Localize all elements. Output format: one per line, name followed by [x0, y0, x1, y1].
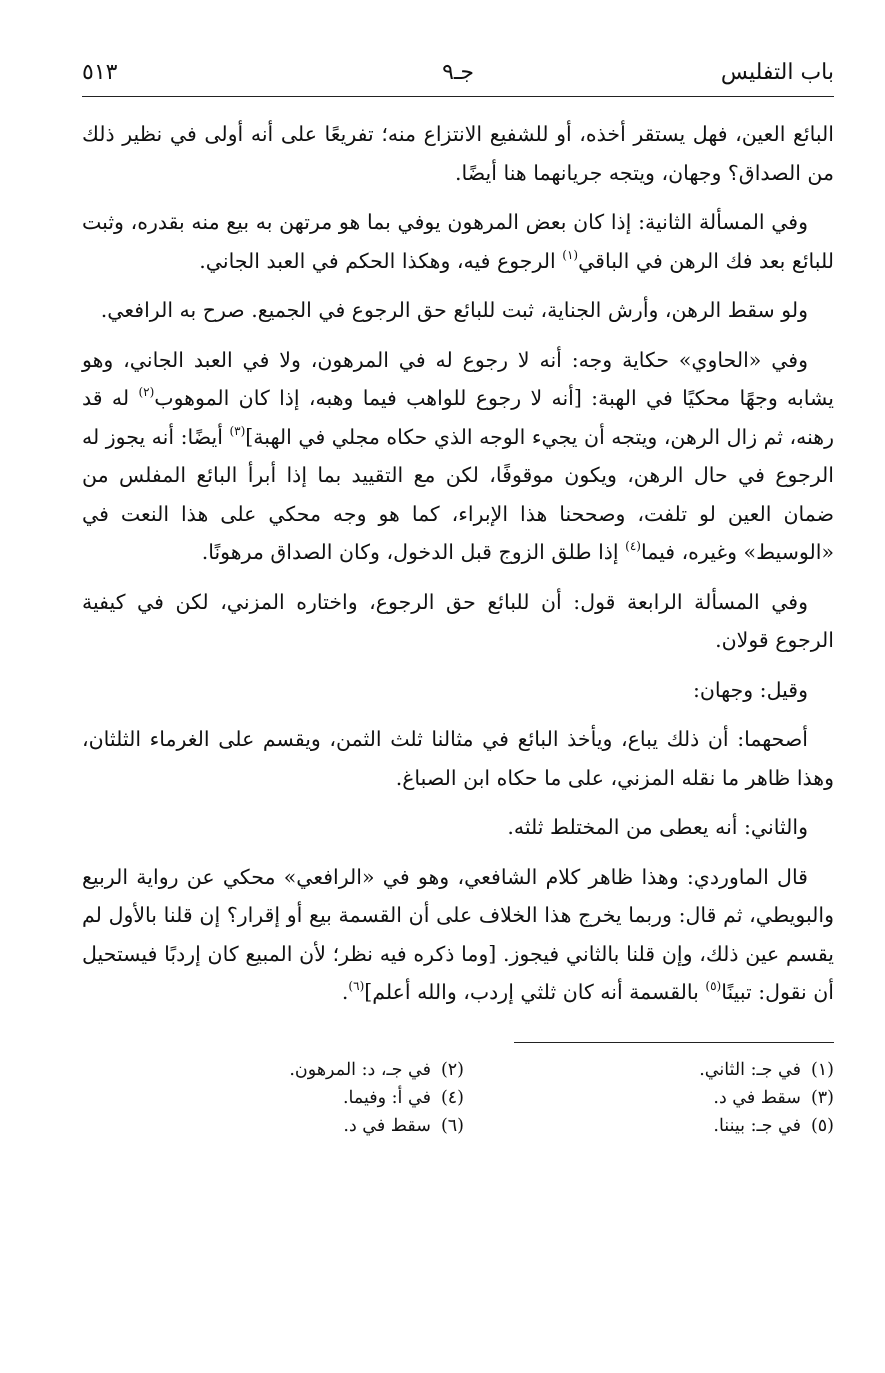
- footnotes: [82, 1057, 834, 1139]
- paragraph-text: أيضًا: أنه يجوز له الرجوع في حال الرهن، ويكون موقوفًا، لكن مع التقييد بما إذا أبرأ البائع المفلس من ضمان العين لو تلفت، وصححنا هذا الإبراء، كما هو وجه محكي على هذا النعت في «الوسيط» وغيره، فيما: [81, 424, 834, 564]
- footnote-ref: (٥): [705, 979, 722, 993]
- paragraph: [82, 858, 834, 1012]
- paragraph-text: إذا طلق الزوج قبل الدخول، وكان الصداق مرهونًا.: [201, 540, 626, 564]
- header-rule: [82, 96, 834, 97]
- footnote-separator: [514, 1042, 834, 1043]
- footnote-text: في جـ، د: المرهون.: [289, 1059, 431, 1080]
- paragraph-text: وفي المسألة الثانية: إذا كان بعض المرهون يوفي بما هو مرتهن به بيع منه بقدره، وثبت للبائع بعد فك الرهن في الباقي: [82, 210, 834, 273]
- footnote: [514, 1085, 834, 1111]
- page-header: [82, 50, 834, 90]
- paragraph: [82, 115, 834, 192]
- footnote-text: في جـ: بيننا.: [713, 1115, 801, 1136]
- footnote-number: (٥): [810, 1115, 834, 1136]
- paragraph: [82, 720, 834, 797]
- paragraph-text: له قد رهنه، ثم زال الرهن، ويتجه أن يجيء الوجه الذي حكاه مجلي في الهبة]: [82, 386, 834, 449]
- paragraph-text: ولو سقط الرهن، وأرش الجناية، ثبت للبائع حق الرجوع في الجميع. صرح به الرافعي.: [100, 298, 808, 322]
- paragraph-text: وقيل: وجهان:: [692, 677, 808, 702]
- paragraph-text: وفي المسألة الرابعة قول: أن للبائع حق الرجوع، واختاره المزني، لكن في كيفية الرجوع قولان.: [82, 589, 834, 652]
- footnote: [204, 1113, 464, 1139]
- footnote-number: (٤): [440, 1087, 464, 1108]
- volume-label: جـ٩: [442, 60, 474, 85]
- paragraph: [82, 671, 834, 710]
- footnote: [514, 1057, 834, 1083]
- paragraph-text: قال الماوردي: وهذا ظاهر كلام الشافعي، وهو في «الرافعي» محكي عن رواية الربيع والبويطي، ثم قال: وربما يخرج هذا الخلاف على أن القسمة بيع أو إقرار؟ إن قلنا بالأول لم يقسم عين ذلك، وإن قلنا بالثاني فيجوز. [وما ذكره فيه نظر؛ لأن المبيع كان إردبًا فيستحيل أن نقول: تبينًا: [82, 864, 834, 1004]
- book-page: [82, 50, 834, 1139]
- footnote-text: في أ: وفيما.: [342, 1087, 431, 1108]
- footnote-ref: (٤): [625, 539, 641, 553]
- footnote: [204, 1057, 464, 1083]
- footnote-number: (٣): [810, 1087, 834, 1108]
- paragraph-text: الرجوع فيه، وهكذا الحكم في العبد الجاني.: [199, 248, 563, 273]
- footnote: [514, 1113, 834, 1139]
- footnote: [204, 1085, 464, 1111]
- paragraph-text: أصحهما: أن ذلك يباع، ويأخذ البائع في مثالنا ثلث الثمن، ويقسم على الغرماء الثلثان، وهذا ظاهر ما نقله المزني، على ما حكاه ابن الصباغ.: [82, 727, 834, 790]
- footnote-number: (٢): [440, 1059, 464, 1080]
- footnote-text: سقط في د.: [343, 1115, 431, 1136]
- footnote-text: في جـ: الثاني.: [699, 1059, 801, 1080]
- paragraph: [82, 291, 834, 330]
- footnote-ref: (٢): [138, 385, 155, 399]
- paragraph-text: وفي «الحاوي» حكاية وجه: أنه لا رجوع له في المرهون، ولا في العبد الجاني، وهو يشابه وجهًا محكيًا في الهبة: [أنه لا رجوع للواهب فيما وهبه، إذا كان الموهوب: [82, 347, 834, 410]
- paragraph: [82, 808, 834, 847]
- running-title: باب التفليس: [720, 60, 834, 85]
- paragraph-text: .: [341, 980, 349, 1004]
- footnote-number: (٦): [440, 1115, 464, 1136]
- paragraph: [82, 341, 834, 572]
- footnote-ref: (٦): [348, 979, 365, 993]
- footnote-text: سقط في د.: [713, 1087, 801, 1108]
- footnote-number: (١): [810, 1059, 834, 1080]
- paragraph-text: البائع العين، فهل يستقر أخذه، أو للشفيع الانتزاع منه؛ تفريعًا على أنه أولى في نظير ذلك من الصداق؟ وجهان، ويتجه جريانهما هنا أيضًا.: [82, 122, 834, 185]
- paragraph: [82, 583, 834, 660]
- body-text: [82, 115, 834, 1012]
- footnote-ref: (٣): [229, 423, 246, 438]
- paragraph: [82, 203, 834, 280]
- page-number: ٥١٣: [82, 60, 118, 85]
- footnote-ref: (١): [562, 247, 579, 262]
- paragraph-text: بالقسمة أنه كان ثلثي إردب، والله أعلم]: [364, 980, 706, 1004]
- paragraph-text: والثاني: أنه يعطى من المختلط ثلثه.: [507, 815, 808, 839]
